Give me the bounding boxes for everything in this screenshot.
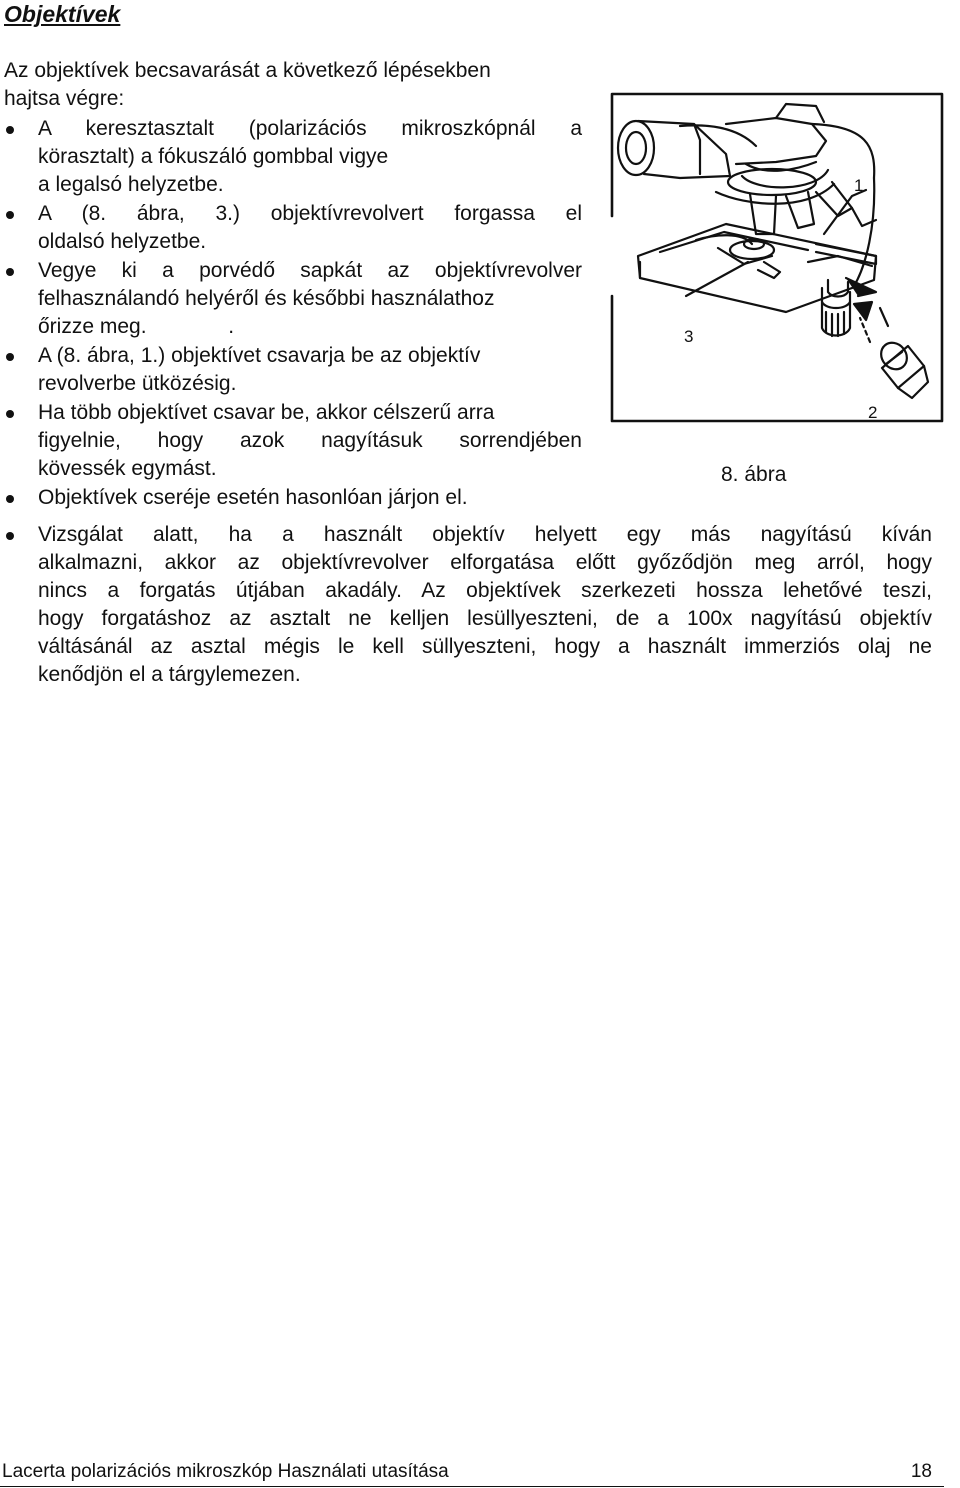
bullet-6-line-1: Objektívek cseréje esetén hasonlóan járjon el.: [38, 486, 468, 509]
bullet-3-line-3: őrizze meg. .: [38, 315, 235, 338]
bullet-7-line-6: kenődjön el a tárgylemezen.: [38, 663, 301, 686]
figure-label-1: 1: [854, 176, 864, 195]
page-number: 18: [910, 1461, 932, 1482]
bullet-1-line-2: körasztalt) a fókuszáló gombbal vigye: [38, 145, 389, 168]
page-title: Objektívek: [4, 1, 121, 27]
bullet-7-line-3: nincs a forgatás útjában akadály. Az objektívek szerkezeti hossza lehetővé teszi,: [38, 579, 932, 602]
bullet-7-line-2: alkalmazni, akkor az objektívrevolver elforgatása előtt győződjön meg arról, hogy: [38, 551, 932, 574]
bullet-marker: [6, 126, 14, 134]
bullet-5-line-3: kövessék egymást.: [38, 457, 217, 480]
bullet-marker: [6, 211, 14, 219]
bullet-7-line-4: hogy forgatáshoz az asztalt ne kelljen lesüllyeszteni, de a 100x nagyítású objektív: [38, 607, 932, 630]
bullet-3-line-1: Vegye ki a porvédő sapkát az objektívrevolver: [38, 259, 582, 282]
bullet-marker: [6, 353, 14, 361]
bullet-4-line-2: revolverbe ütközésig.: [38, 372, 237, 395]
figure-label-3: 3: [684, 327, 694, 346]
bullet-marker: [6, 410, 14, 418]
footer-title: Lacerta polarizációs mikroszkóp Használati utasítása: [2, 1461, 449, 1482]
bullet-7-line-1: Vizsgálat alatt, ha a használt objektív helyett egy más nagyítású kíván: [38, 523, 932, 546]
figure-label-2: 2: [868, 403, 878, 422]
bullet-marker: [6, 268, 14, 276]
bullet-3-line-2: felhasználandó helyéről és későbbi használathoz: [38, 287, 495, 310]
bullet-2-line-1: A (8. ábra, 3.) objektívrevolvert forgassa el: [38, 202, 582, 225]
bullet-1-line-1: A keresztasztalt (polarizációs mikroszkópnál a: [38, 117, 582, 140]
microscope-figure: [576, 66, 960, 436]
intro-line-1: Az objektívek becsavarását a következő lépésekben: [4, 59, 491, 82]
microscope-drawing: [576, 66, 960, 436]
bullet-5-line-1: Ha több objektívet csavar be, akkor célszerű arra: [38, 401, 495, 424]
figure-caption: 8. ábra: [721, 463, 787, 486]
bullet-1-line-3: a legalsó helyzetbe.: [38, 173, 224, 196]
bullet-marker: [6, 532, 14, 540]
bullet-marker: [6, 495, 14, 503]
bullet-2-line-2: oldalsó helyzetbe.: [38, 230, 207, 253]
bullet-5-line-2: figyelnie, hogy azok nagyításuk sorrendjében: [38, 429, 582, 452]
intro-line-2: hajtsa végre:: [4, 87, 125, 110]
bullet-7-line-5: váltásánál az asztal mégis le kell süllyeszteni, hogy a használt immerziós olaj ne: [38, 635, 932, 658]
page-footer: [0, 1458, 944, 1487]
bullet-4-line-1: A (8. ábra, 1.) objektívet csavarja be az objektív: [38, 344, 481, 367]
